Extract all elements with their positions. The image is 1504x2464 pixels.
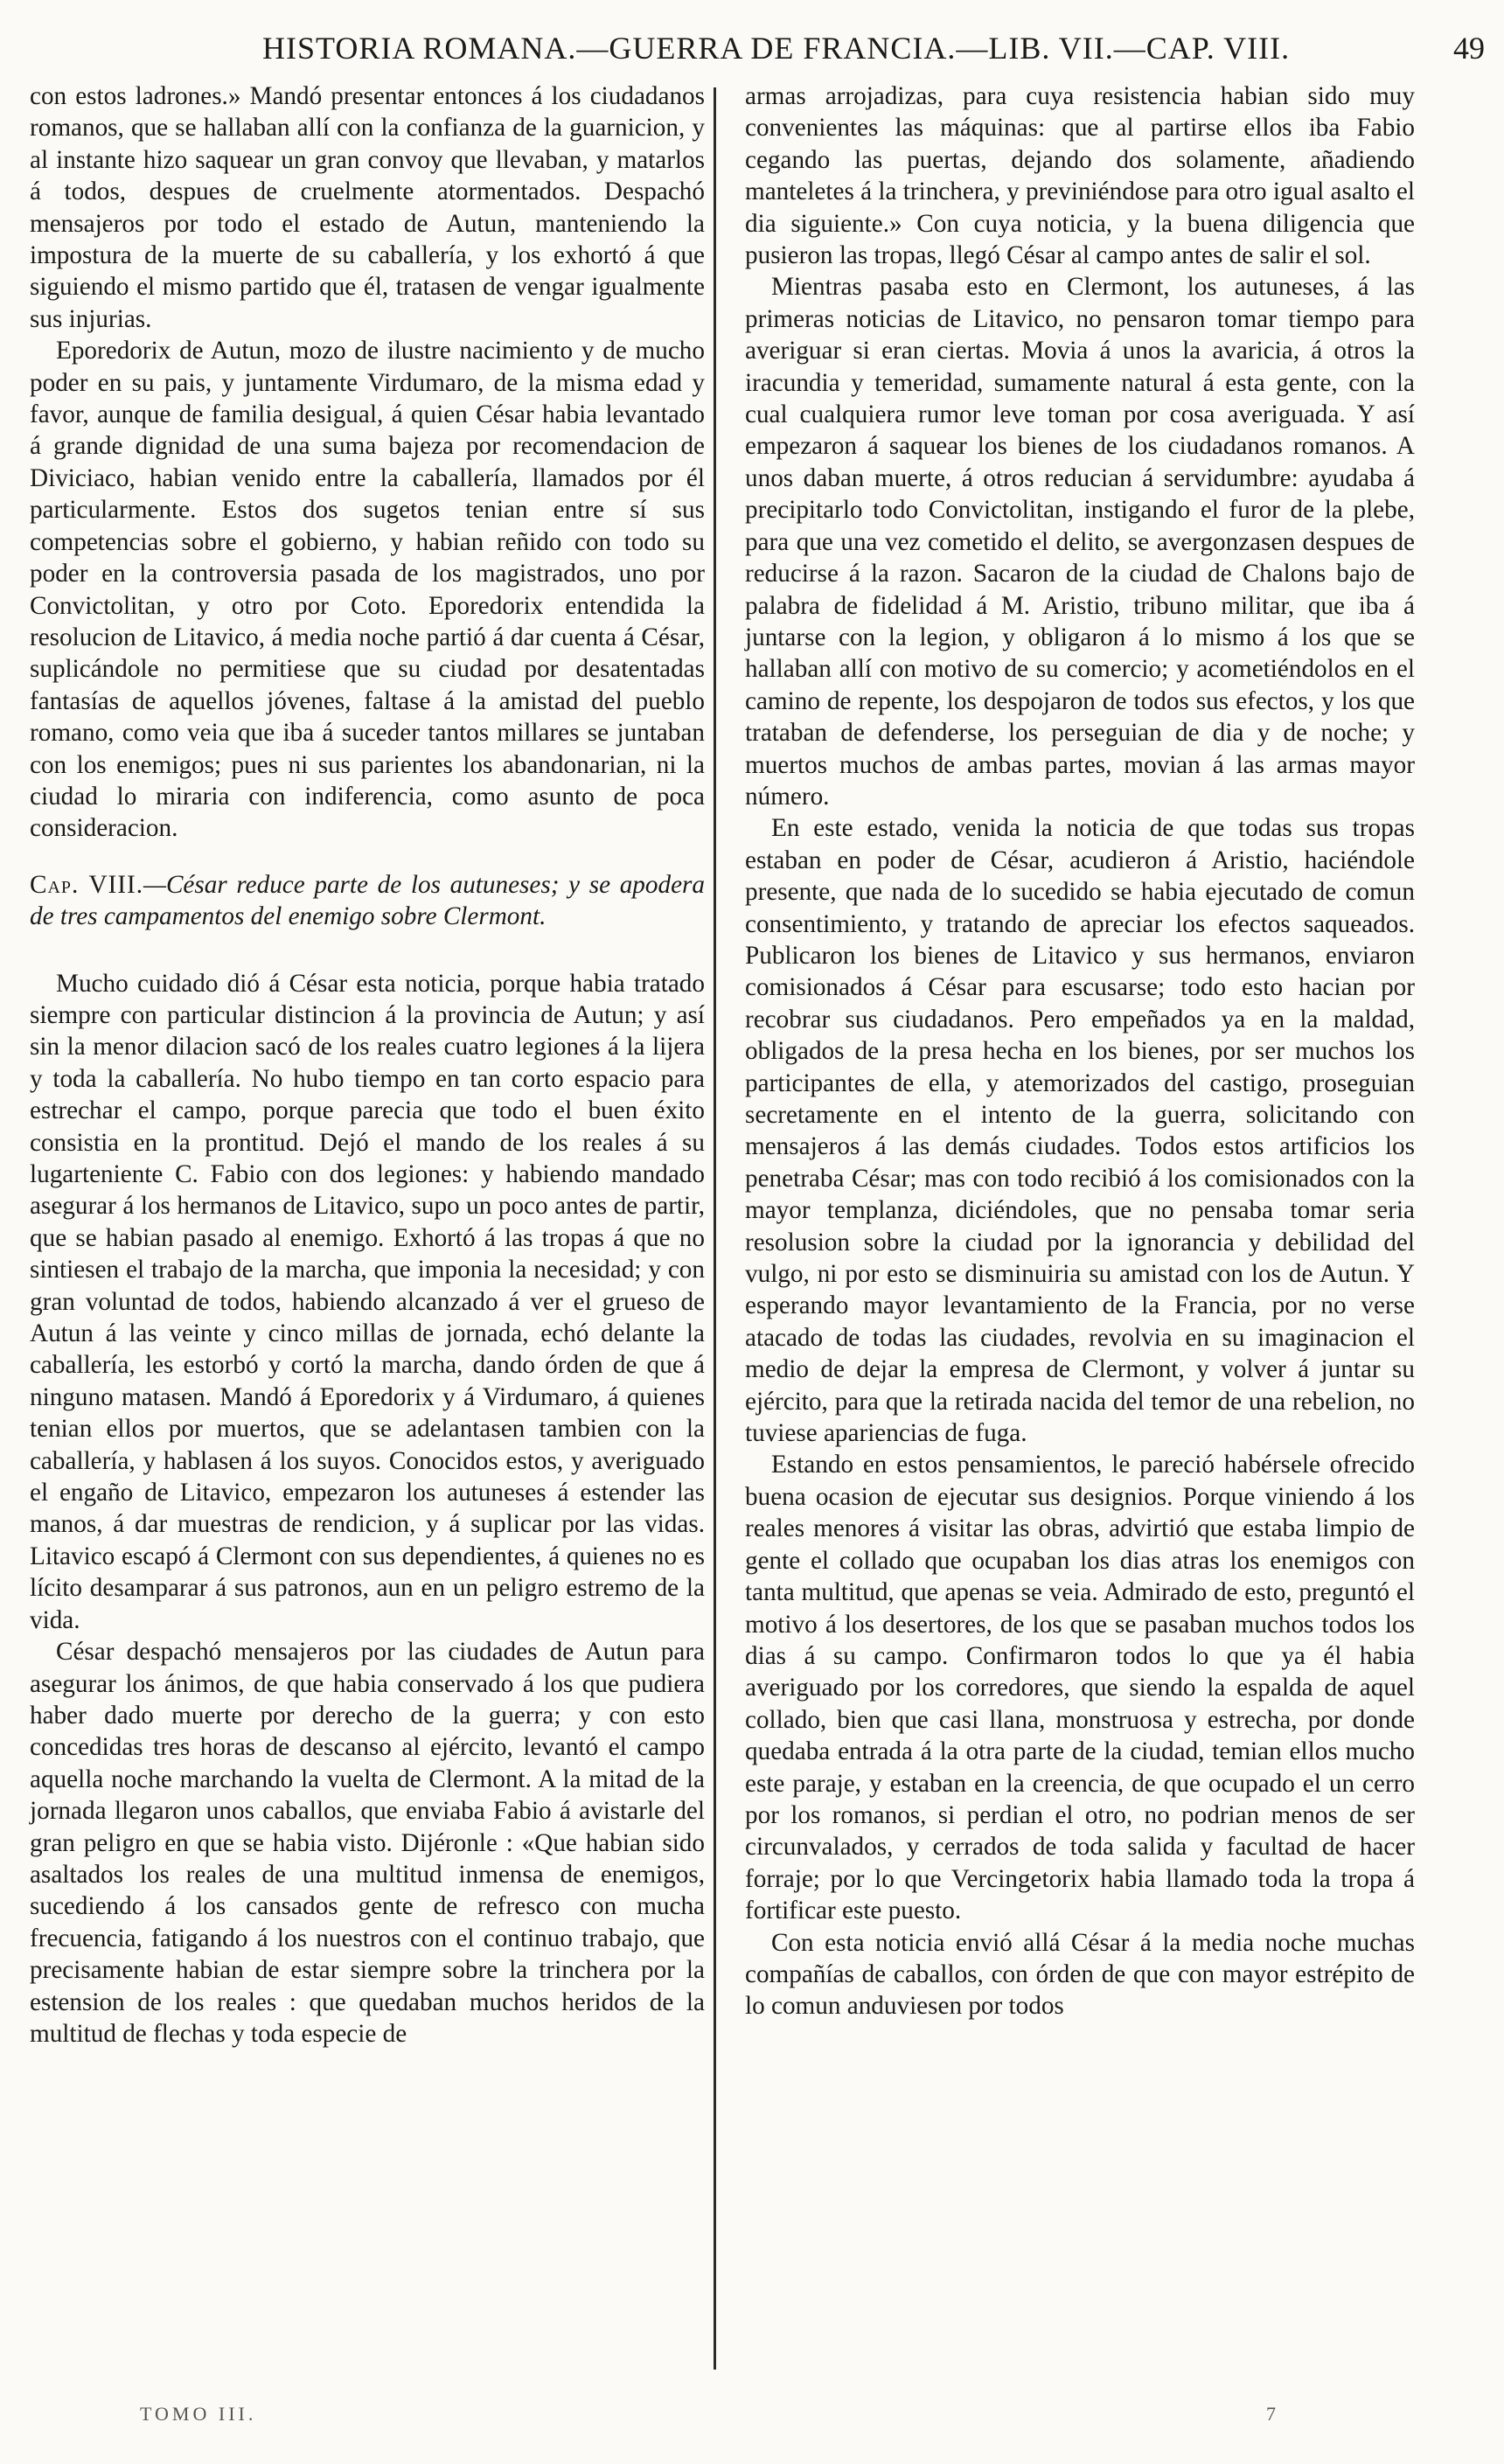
right-paragraph-4: Estando en estos pensamientos, le pareció habérsele ofrecido buena ocasion de ejecutar sus designios. Porque viniendo á los reales menores á visitar las obras, advirtió que estaba limpio de gente el collado que ocupaban los dias atras los enemigos con tanta multitud, que apenas se veia. Admirado de esto, preguntó el motivo á los desertores, de los que se pasaban muchos todos los dias á su campo. Confirmaron todos lo que ya él habia averiguado por los corredores, que siendo la espalda de aquel collado, bien que casi llana, monstruosa y estrecha, por donde quedaba entrada á la otra parte de la ciudad, temian ellos mucho este paraje, y estaban en la creencia, de que ocupado el un cerro por los romanos, si perdian el otro, no podrian menos de ser circunvalados, y cerrados de toda salida y facultad de hacer forraje; por lo que Vercingetorix habia llamado toda la tropa á fortificar este puesto. bbox=[745, 1451, 1415, 1925]
left-paragraph-4: César despachó mensajeros por las ciudades de Autun para asegurar los ánimos, de que habia conservado á los que pudiera haber dado muerte por derecho de la guerra; y con esto concedidas tres horas de descanso al ejército, levantó el campo aquella noche marchando la vuelta de Clermont. A la mitad de la jornada llegaron unos caballos, que enviaba Fabio á avistarle del gran peligro en que se habia visto. Dijéronle : «Que habian sido asaltados los reales de una multitud inmensa de enemigos, sucediendo á los cansados gente de refresco con mucha frecuencia, fatigando á los nuestros con el continuo trabajo, que precisamente habian de estar siempre sobre la trinchera por la estension de los reales : que quedaban muchos heridos de la multitud de flechas y toda especie de bbox=[30, 1638, 705, 2048]
left-paragraph-3: Mucho cuidado dió á César esta noticia, porque habia tratado siempre con particular distincion á la provincia de Autun; y así sin la menor dilacion sacó de los reales cuatro legiones á la lijera y toda la caballería. No hubo tiempo en tan corto espacio para estrechar el campo, porque parecia que todo el buen éxito consistia en la prontitud. Dejó el mando de los reales á su lugarteniente C. Fabio con dos legiones: y habiendo mandado asegurar á los hermanos de Litavico, supo un poco antes de partir, que se habian pasado al enemigo. Exhortó á las tropas á que no sintiesen el trabajo de la marcha, que imponia la necesidad; y con gran voluntad de todos, habiendo alcanzado á ver el grueso de Autun á las veinte y cinco millas de jornada, echó delante la caballería, les estorbó y cortó la marcha, dando órden de que á ninguno matasen. Mandó á Eporedorix y á Virdumaro, á quienes tenian ellos por muertos, que se adelantasen tambien con la caballería, y hablasen á los suyos. Conocidos estos, y averiguado el engaño de Litavico, empezaron los autuneses á estender las manos, á dar muestras de rendicion, y á suplicar por las vidas. Litavico escapó á Clermont con sus dependientes, á quienes no es lícito desamparar á sus patronos, aun en un peligro estremo de la vida. bbox=[30, 969, 705, 1634]
right-paragraph-5: Con esta noticia envió allá César á la media noche muchas compañías de caballos, con órden de que con mayor estrépito de lo comun anduviesen por todos bbox=[745, 1928, 1415, 2021]
right-paragraph-3: En este estado, venida la noticia de que todas sus tropas estaban en poder de César, acudieron á Aristio, haciéndole presente, que nada de lo sucedido se habia ejecutado de comun consentimiento, y tratando de apreciar los efectos saqueados. Publicaron los bienes de Litavico y sus hermanos, enviaron comisionados á César para escusarse; todo esto hacian por recobrar sus ciudadanos. Pero empeñados ya en la maldad, obligados de la presa hecha en los bienes, por ser muchos los participantes de ella, y atemorizados del castigo, proseguian secretamente en el intento de la guerra, solicitando con mensajeros á las demás ciudades. Todos estos artificios los penetraba César; mas con todo recibió á los comisionados con la mayor templanza, diciéndoles, que no pensaba tomar seria resolusion sobre la ciudad por la ignorancia y debilidad del vulgo, ni por esto se disminuiria su amistad con los de Autun. Y esperando mayor levantamiento de la Francia, por no verse atacado de todas las ciudades, revolvia en su imaginacion el medio de dejar la empresa de Clermont, y volver á juntar su ejército, para que la retirada nacida del temor de una rebelion, no tuviese apariencias de fuga. bbox=[745, 814, 1415, 1448]
right-paragraph-2: Mientras pasaba esto en Clermont, los autuneses, á las primeras noticias de Litavico, no pensaron tomar tiempo para averiguar si eran ciertas. Movia á unos la avaricia, á otros la iracundia y temeridad, sumamente natural á esta gente, con la cual cualquiera rumor leve toman por cosa averiguada. Y así empezaron á saquear los bienes de los ciudadanos romanos. A unos daban muerte, á otros reducian á servidumbre: ayudaba á precipitarlo todo Convictolitan, instigando el furor de la plebe, para que una vez cometido el delito, se avergonzasen despues de reducirse á la razon. Sacaron de la ciudad de Chalons bajo de palabra de fidelidad á M. Aristio, tribuno militar, que iba á juntarse con la legion, y obligaron á lo mismo á los que se hallaban allí con motivo de su comercio; y acometiéndolos en el camino de repente, los despojaron de todos sus efectos, y los que trataban de defenderse, los perseguian de dia y de noche; y muertos muchos de ambas partes, movian á las armas mayor número. bbox=[745, 273, 1415, 811]
column-divider bbox=[714, 87, 716, 2370]
left-paragraph-2: Eporedorix de Autun, mozo de ilustre nacimiento y de mucho poder en su pais, y juntamente Virdumaro, de la misma edad y favor, aunque de familia desigual, á quien César habia levantado á grande dignidad de una suma bajeza por recomendacion de Diviciaco, habian venido entre la caballería, llamados por él particularmente. Estos dos sugetos tenian entre sí sus competencias sobre el gobierno, y habian reñido con todo su poder en la controversia pasada de los magistrados, uno por Convictolitan, y otro por Coto. Eporedorix entendida la resolucion de Litavico, á media noche partió á dar cuenta á César, suplicándole no permitiese que su ciudad por desatentadas fantasías de aquellos jóvenes, faltase á la amistad del pueblo romano, como veia que iba á suceder tantos millares se juntaban con los enemigos; pues ni sus parientes los abandonarian, ni la ciudad lo miraria con indiferencia, como asunto de poca consideracion. bbox=[30, 337, 705, 843]
chapter-label: Cap. VIII. bbox=[30, 870, 144, 899]
page-footer bbox=[0, 2403, 1504, 2438]
volume-label: TOMO III. bbox=[140, 2403, 257, 2425]
running-header bbox=[0, 30, 1504, 73]
page-number: 49 bbox=[1453, 31, 1485, 66]
right-column bbox=[745, 80, 1415, 2022]
signature-mark: 7 bbox=[1266, 2403, 1276, 2425]
left-column bbox=[30, 80, 705, 2050]
chapter-heading bbox=[30, 869, 705, 933]
left-paragraph-1: con estos ladrones.» Mandó presentar entonces á los ciudadanos romanos, que se hallaban allí con la confianza de la guarnicion, y al instante hizo saquear un gran convoy que llevaban, y matarlos á todos, despues de cruelmente atormentados. Despachó mensajeros por todo el estado de Autun, manteniendo la impostura de la muerte de su caballería, y los exhortó á que siguiendo el mismo partido que él, tratasen de vengar igualmente sus injurias. bbox=[30, 82, 705, 333]
chapter-title: —César reduce parte de los autuneses; y se apodera de tres campamentos del enemigo sobre Clermont. bbox=[30, 870, 705, 931]
header-title: HISTORIA ROMANA.—GUERRA DE FRANCIA.—LIB. VII.—CAP. VIII. bbox=[262, 31, 1291, 66]
right-paragraph-1: armas arrojadizas, para cuya resistencia habian sido muy convenientes las máquinas: que al partirse ellos iba Fabio cegando las puertas, dejando dos solamente, añadiendo manteletes á la trinchera, y previniéndose para otro igual asalto el dia siguiente.» Con cuya noticia, y la buena diligencia que pusieron las tropas, llegó César al campo antes de salir el sol. bbox=[745, 82, 1415, 270]
